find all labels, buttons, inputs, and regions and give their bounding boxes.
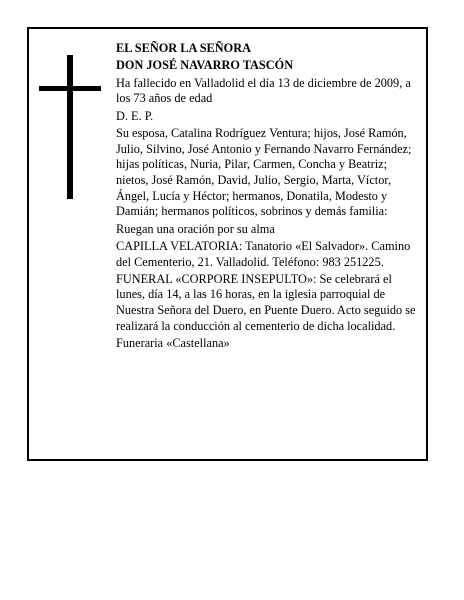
deceased-name: DON JOSÉ NAVARRO TASCÓN [116,58,294,73]
cross-icon [39,55,101,199]
notice-header-line-1: EL SEÑOR LA SEÑORA [116,41,251,55]
obituary-notice [27,27,428,461]
rip-line: D. E. P. [116,108,154,123]
funeral-home: Funeraria «Castellana» [116,336,230,351]
cross-horizontal-bar [39,86,101,91]
funeral-info: FUNERAL «CORPORE INSEPULTO»: Se celebrará el lunes, día 14, a las 16 horas, en la iglesia parroquial de Nuestra Señora del Duero, en Puente Duero. Acto seguido se realizará la conducción al cementerio de dicha localidad. [116,271,416,333]
wake-chapel-info: CAPILLA VELATORIA: Tanatorio «El Salvador». Camino del Cementerio, 21. Valladolid. Teléfono: 983 251225. [116,238,411,269]
notice-text [116,41,420,353]
family-list: Su esposa, Catalina Rodríguez Ventura; hijos, José Ramón, Julio, Silvino, José Antonio y Fernando Navarro Fernández; hijas políticas, Nuria, Pilar, Carmen, Concha y Beatriz; nietos, José Ramón, David, Julio, Sergio, Marta, Víctor, Ángel, Lucía y Héctor; hermanos, Donatila, Modesto y Damián; hermanos políticos, sobrinos y demás familia: [116,126,412,219]
prayer-request: Ruegan una oración por su alma [116,221,275,236]
death-announcement: Ha fallecido en Valladolid el día 13 de diciembre de 2009, a los 73 años de edad [116,75,411,106]
cross-vertical-bar [67,55,73,199]
